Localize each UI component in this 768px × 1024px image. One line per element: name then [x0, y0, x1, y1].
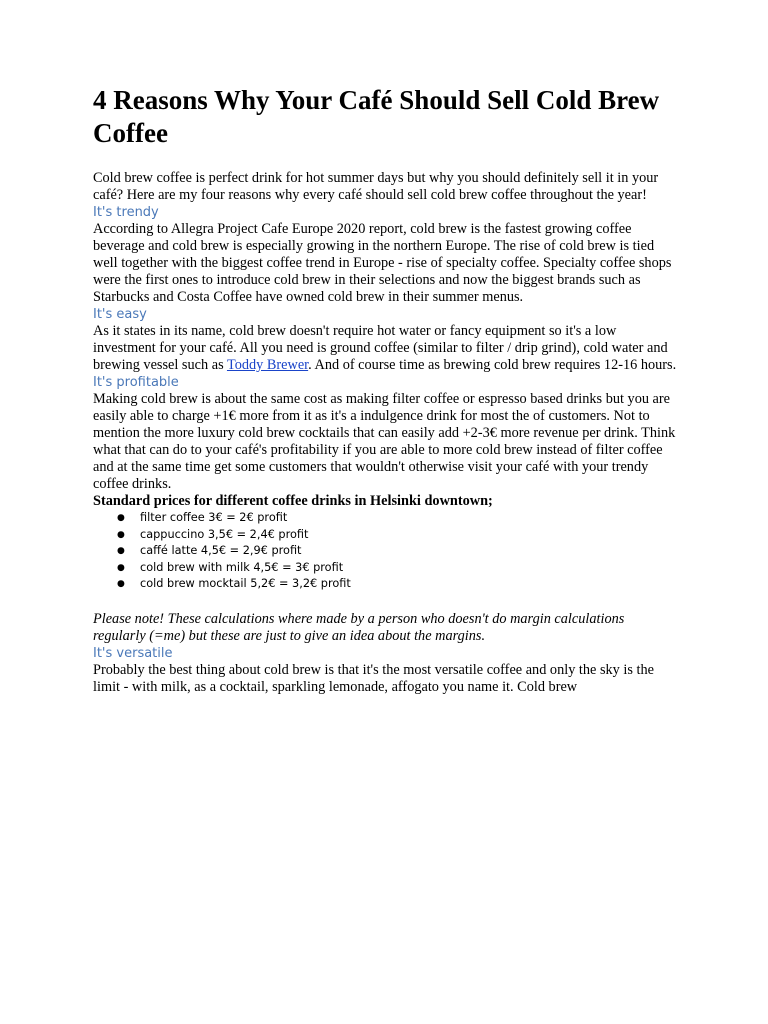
- section-heading-easy: It's easy: [93, 307, 147, 322]
- section-body-trendy: According to Allegra Project Cafe Europe 2020 report, cold brew is the fastest growing coffee beverage and cold brew is especially growing in the northern Europe. The rise of cold brew is tied well together with the biggest coffee trend in Europe - rise of specialty coffee. Specialty coffee shops were the first ones to introduce cold brew in their selections and now the biggest brands such as Starbucks and Costa Coffee have owned cold brew in their summer menus.: [93, 221, 672, 305]
- section-body-profitable: Making cold brew is about the same cost as making filter coffee or espresso based drinks but you are easily able to charge +1€ more from it as it's a indulgence drink for most the of customers. Not to mention the more luxury cold brew cocktails that can easily add +2-3€ more revenue per drink. Think what that can do to your café's profitability if you are able to more cold brew instead of filter coffee and at the same time get some customers that wouldn't otherwise visit your café with your trendy coffee drinks.: [93, 391, 676, 492]
- toddy-brewer-link[interactable]: Toddy Brewer: [226, 357, 309, 373]
- price-item-text: cold brew with milk 4,5€ = 3€ profit: [140, 560, 344, 574]
- section-heading-trendy: It's trendy: [93, 205, 159, 220]
- price-item-text: caffé latte 4,5€ = 2,9€ profit: [140, 544, 302, 557]
- list-item: [93, 543, 678, 560]
- intro-paragraph: Cold brew coffee is perfect drink for hot summer days but why you should definitely sell it in your café? Here are my four reasons why every café should sell cold brew coffee throughout the year!: [93, 170, 659, 203]
- easy-text-before-link: As it states in its name, cold brew doesn't require hot water or fancy equipment so it's a low investment for your café. All you need is ground coffee (similar to filter / drip grind), cold water and brewing vessel such as: [93, 323, 668, 373]
- section-body-easy: [93, 323, 678, 374]
- price-item-text: cold brew mocktail 5,2€ = 3,2€ profit: [140, 577, 351, 590]
- list-item: [93, 510, 678, 527]
- bullet-icon: ●: [117, 513, 125, 523]
- prices-heading: Standard prices for different coffee drinks in Helsinki downtown;: [93, 493, 493, 509]
- section-heading-versatile: It's versatile: [93, 645, 173, 661]
- section-body-versatile: Probably the best thing about cold brew is that it's the most versatile coffee and only the sky is the limit - with milk, as a cocktail, sparkling lemonade, affogato you name it. Cold brew: [93, 661, 654, 695]
- price-list: [93, 510, 678, 593]
- page-title: 4 Reasons Why Your Café Should Sell Cold Brew Coffee: [93, 85, 660, 148]
- price-item-text: cappuccino 3,5€ = 2,4€ profit: [140, 527, 309, 541]
- section-heading-profitable: It's profitable: [93, 375, 179, 390]
- list-item: [93, 560, 678, 577]
- document-page: [93, 84, 678, 696]
- bullet-icon: ●: [117, 529, 125, 540]
- bullet-icon: ●: [117, 579, 125, 589]
- list-item: [93, 576, 678, 593]
- list-item: [93, 527, 678, 544]
- bullet-icon: ●: [117, 546, 125, 556]
- easy-text-after-link: . And of course time as brewing cold brew requires 12-16 hours.: [308, 357, 677, 373]
- price-item-text: filter coffee 3€ = 2€ profit: [140, 511, 288, 524]
- margin-note: Please note! These calculations where made by a person who doesn't do margin calculations regularly (=me) but these are just to give an idea about the margins.: [93, 610, 625, 644]
- bullet-icon: ●: [117, 562, 125, 573]
